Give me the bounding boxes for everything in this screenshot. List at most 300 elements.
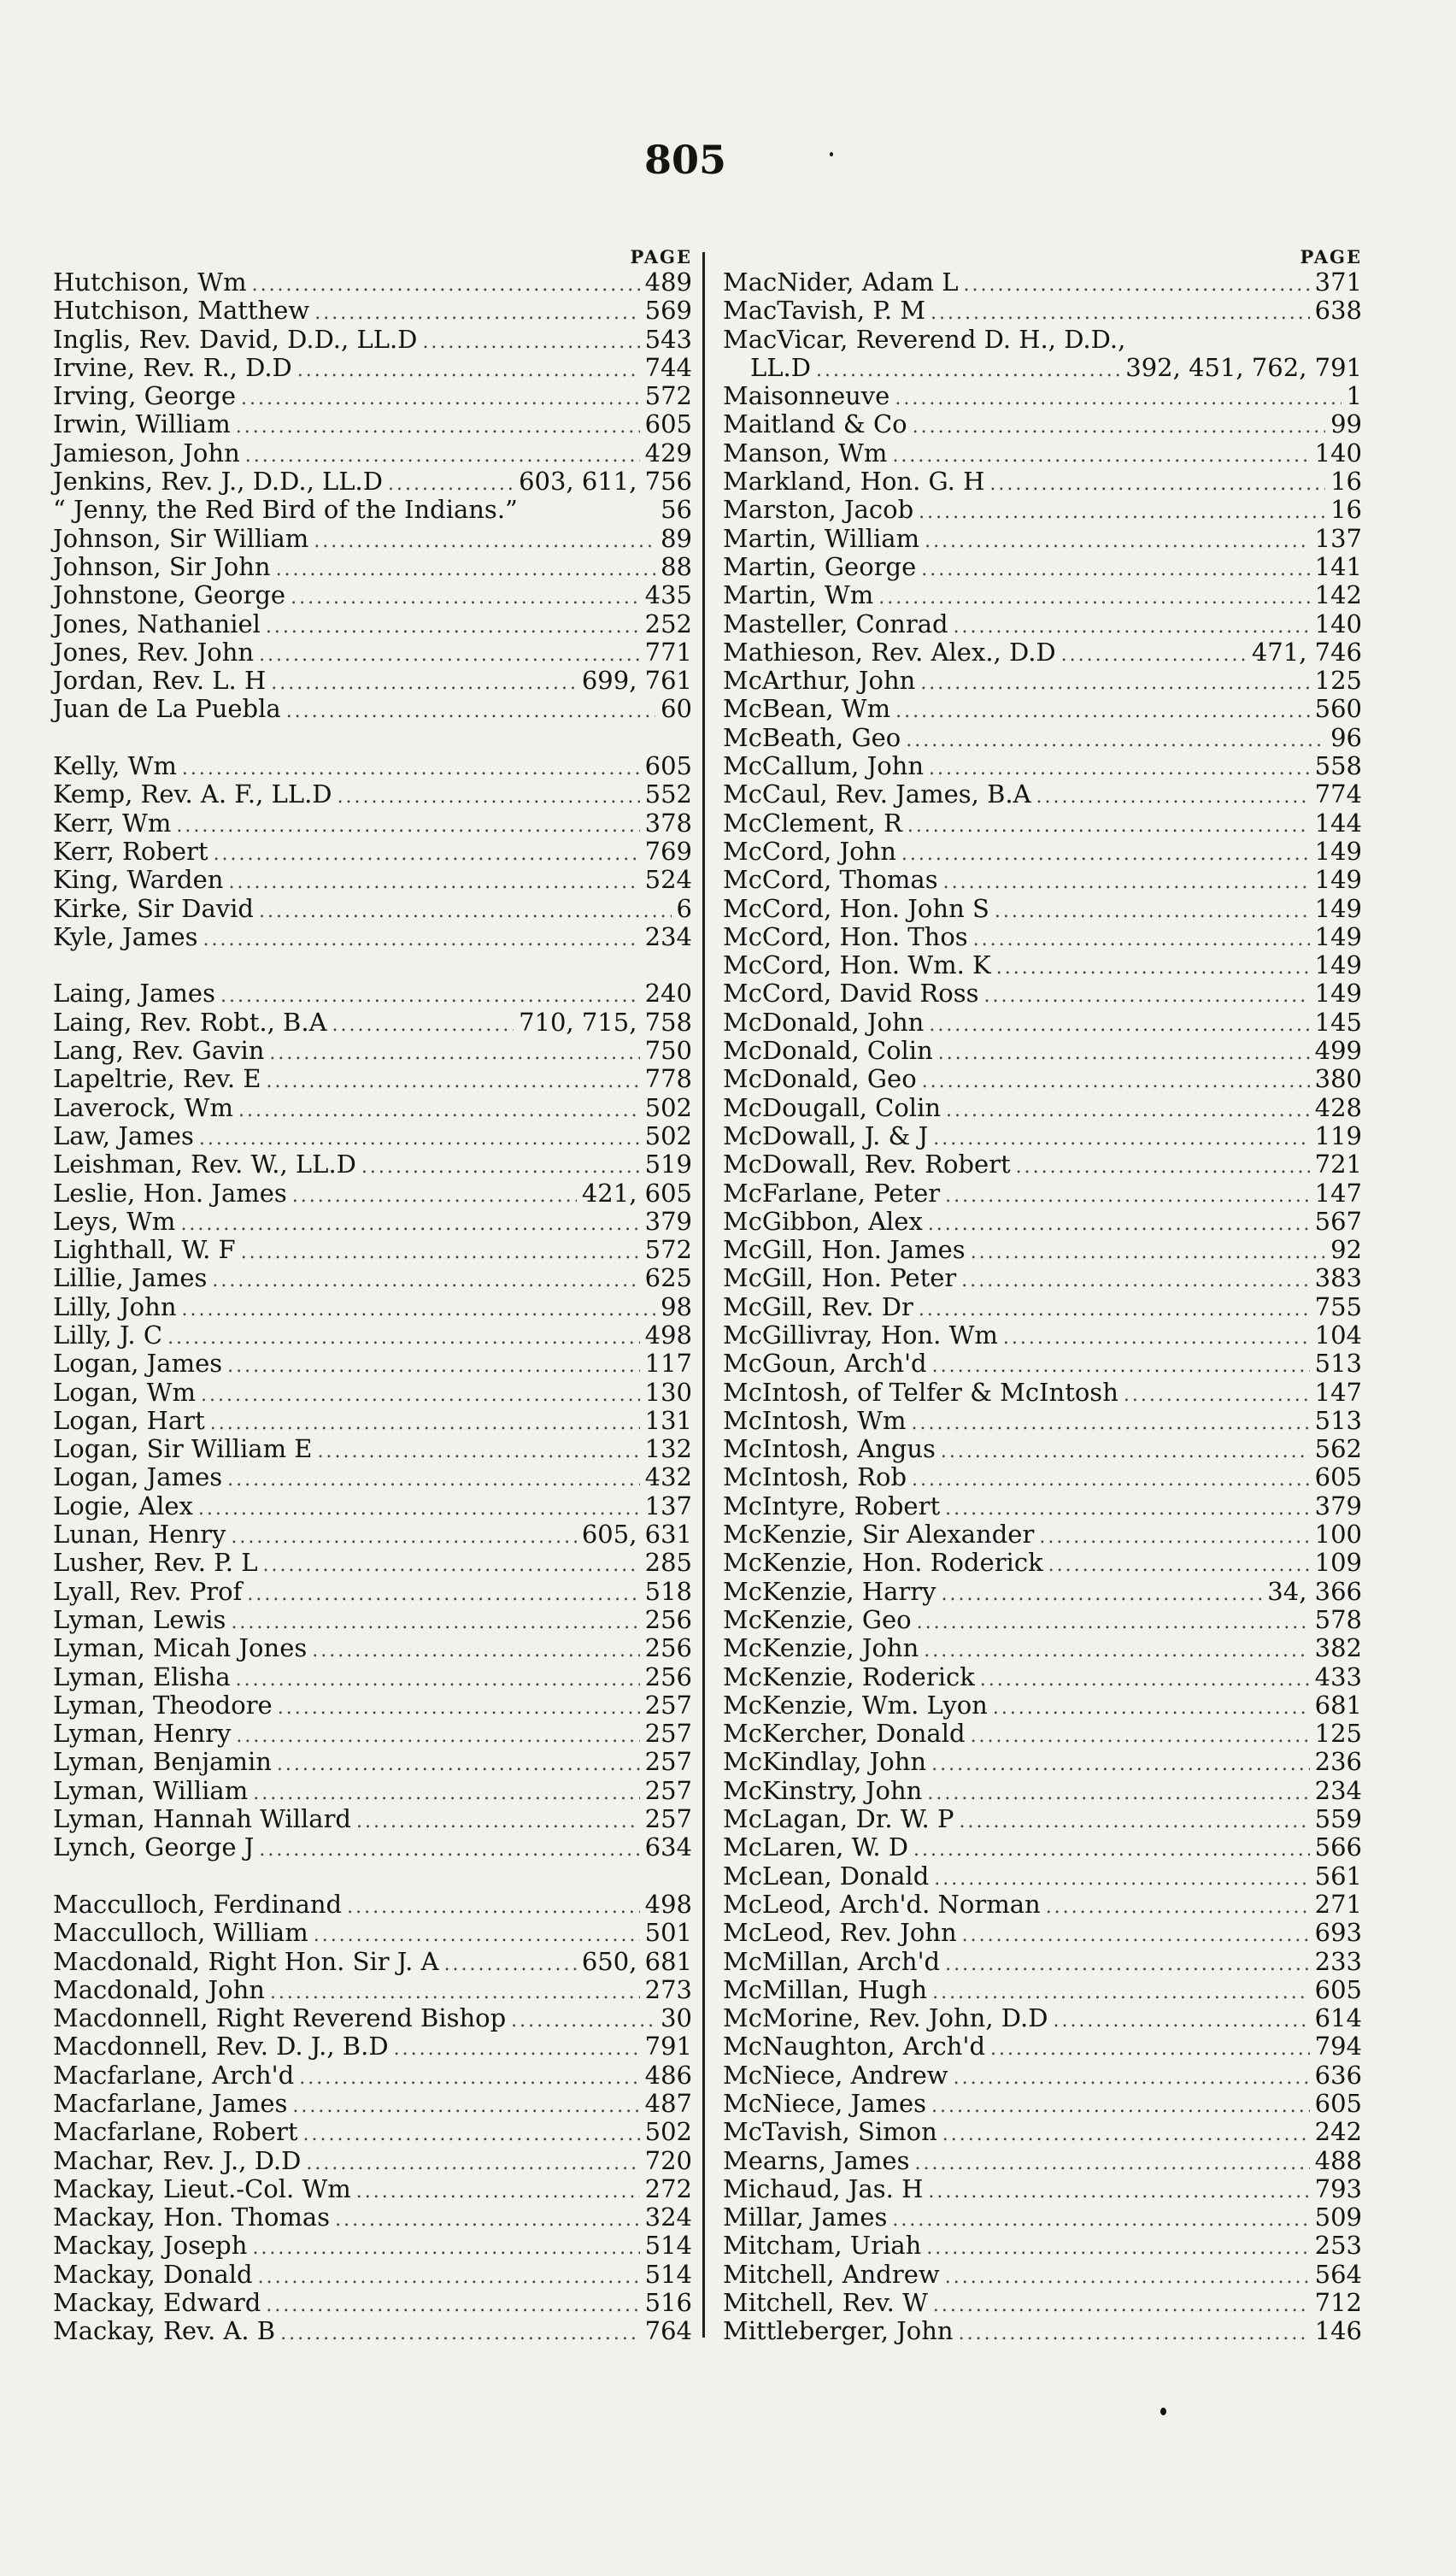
entry-name: Kelly, Wm [53, 751, 177, 781]
entry-pages: 256 [644, 1604, 692, 1634]
dot-leader [258, 2263, 640, 2291]
dot-leader [277, 1750, 640, 1779]
index-entry [53, 1948, 692, 1976]
entry-pages: 256 [644, 1661, 692, 1691]
dot-leader [917, 1609, 1310, 1637]
entry-name: Jenkins, Rev. J., D.D., LL.D [53, 467, 384, 497]
entry-pages: 131 [644, 1405, 692, 1435]
entry-pages: 16 [1330, 467, 1362, 497]
entry-name: Logan, Hart [53, 1405, 205, 1435]
dot-leader [236, 1666, 640, 1694]
dot-leader [892, 442, 1309, 470]
entry-pages: 559 [1314, 1804, 1362, 1834]
entry-name: McCallum, John [723, 751, 925, 781]
index-entry [723, 2118, 1362, 2146]
entry-name: LL.D [750, 352, 811, 382]
entry-pages: 681 [1314, 1690, 1362, 1720]
dot-leader [942, 1580, 1263, 1609]
dot-leader [227, 1466, 639, 1494]
entry-pages: 432 [644, 1462, 692, 1492]
entry-name: Irwin, William [53, 409, 231, 439]
index-entry [53, 695, 692, 723]
entry-name: Irving, George [53, 381, 237, 411]
entry-name: McKercher, Donald [723, 1719, 966, 1749]
index-entry [723, 695, 1362, 723]
entry-pages: 99 [1330, 409, 1362, 439]
entry-name: Macculloch, William [53, 1918, 308, 1948]
entry-name: McKenzie, John [723, 1633, 919, 1663]
entry-pages: 721 [1314, 1150, 1362, 1179]
entry-pages: 569 [644, 296, 692, 326]
index-entry [53, 1122, 692, 1150]
dot-leader [227, 1352, 639, 1380]
entry-pages: 234 [1314, 1775, 1362, 1805]
dot-leader [993, 1694, 1310, 1722]
dot-leader [919, 498, 1325, 526]
entry-pages: 634 [644, 1832, 692, 1862]
dot-leader [925, 527, 1310, 556]
index-entry [53, 2032, 692, 2061]
entry-pages: 498 [644, 1320, 692, 1350]
index-entry [53, 525, 692, 553]
entry-pages: 30 [660, 2003, 692, 2033]
index-entry [723, 1578, 1362, 1606]
dot-leader [919, 1296, 1310, 1324]
entry-name: “ Jenny, the Red Bird of the Indians.” [53, 495, 518, 525]
dot-leader [297, 356, 640, 385]
index-entry [53, 382, 692, 410]
entry-name: Lapeltrie, Rev. E [53, 1064, 261, 1094]
entry-pages: 285 [644, 1548, 692, 1578]
entry-pages: 380 [1314, 1064, 1362, 1094]
entry-pages: 92 [1330, 1235, 1362, 1265]
dot-leader [241, 1238, 640, 1267]
index-entry [53, 638, 692, 667]
entry-pages: 513 [1314, 1405, 1362, 1435]
entry-name: Machar, Rev. J., D.D [53, 2145, 302, 2175]
entry-name: Masteller, Conrad [723, 609, 948, 638]
index-entry [53, 1578, 692, 1606]
entry-pages: 257 [644, 1804, 692, 1834]
page-column-header: PAGE [1300, 246, 1362, 268]
dot-leader [291, 584, 640, 612]
dot-leader [212, 1267, 639, 1295]
entry-name: Jones, Nathaniel [53, 609, 261, 638]
dot-leader [388, 470, 514, 498]
entry-pages: 519 [644, 1150, 692, 1179]
entry-name: Macdonnell, Right Reverend Bishop [53, 2003, 507, 2033]
dot-leader [932, 1352, 1310, 1380]
entry-name: Lyman, Hannah Willard [53, 1804, 351, 1834]
entry-name: Lyman, Henry [53, 1719, 232, 1749]
index-entry [723, 1919, 1362, 1947]
dot-leader [182, 1296, 656, 1324]
dot-leader [270, 1979, 640, 2007]
dot-leader [317, 1438, 639, 1466]
dot-leader [278, 1694, 640, 1722]
index-entry [723, 1748, 1362, 1776]
dot-leader [292, 2092, 639, 2120]
index-entry [723, 1634, 1362, 1662]
index-entry [723, 1691, 1362, 1720]
index-entry [723, 439, 1362, 468]
dot-leader [271, 669, 577, 697]
entry-name: Johnson, Sir William [53, 523, 309, 553]
entry-name: McCord, Hon. Thos [723, 921, 968, 951]
entry-name: McCord, Hon. Wm. K [723, 950, 991, 980]
entry-name: McIntosh, Angus [723, 1434, 936, 1464]
dot-leader [167, 1324, 640, 1352]
dot-leader [259, 1836, 639, 1864]
entry-name: McNaughton, Arch'd [723, 2032, 986, 2061]
entry-name: Hutchison, Matthew [53, 296, 310, 326]
dot-leader [980, 1666, 1310, 1694]
dot-leader [1016, 1153, 1310, 1181]
dot-leader [314, 527, 655, 556]
index-entry [53, 752, 692, 780]
index-entry [53, 780, 692, 809]
dot-leader [945, 1182, 1310, 1210]
index-entry [53, 2289, 692, 2317]
entry-name: Kemp, Rev. A. F., LL.D [53, 779, 332, 809]
entry-name: Lyall, Rev. Prof [53, 1576, 243, 1606]
entry-pages: 132 [644, 1434, 692, 1464]
dot-leader [269, 1039, 639, 1067]
entry-pages: 119 [1314, 1120, 1362, 1150]
entry-pages: 272 [644, 2173, 692, 2203]
index-entry [53, 1264, 692, 1292]
index-entry [53, 838, 692, 866]
index-entry [723, 1976, 1362, 2004]
dot-leader [954, 613, 1310, 641]
entry-pages: 499 [1314, 1036, 1362, 1066]
dot-leader [1053, 2007, 1309, 2035]
entry-name: McGillivray, Hon. Wm [723, 1320, 998, 1350]
dot-leader [356, 2178, 640, 2206]
entry-name: Lyman, Theodore [53, 1690, 273, 1720]
dot-leader [1061, 641, 1247, 669]
entry-pages: 252 [644, 609, 692, 638]
dot-leader [959, 2320, 1310, 2348]
dot-leader [231, 1523, 576, 1551]
entry-pages: 1 [1346, 381, 1362, 411]
dot-leader [878, 584, 1309, 612]
entry-name: McLean, Donald [723, 1861, 930, 1891]
index-entry [723, 268, 1362, 297]
entry-name: McCord, John [723, 836, 896, 866]
entry-pages: 379 [1314, 1491, 1362, 1520]
dot-leader [954, 2064, 1310, 2092]
entry-pages: 34, 366 [1267, 1576, 1362, 1606]
index-entry [723, 1407, 1362, 1435]
index-entry [723, 326, 1362, 354]
dot-leader [180, 1210, 639, 1238]
entry-pages: 234 [644, 921, 692, 951]
entry-pages: 89 [660, 523, 692, 553]
index-entry [723, 1293, 1362, 1321]
dot-leader [299, 2064, 639, 2092]
index-entry [53, 1976, 692, 2004]
entry-name: McNiece, James [723, 2089, 927, 2118]
entry-name: Leslie, Hon. James [53, 1178, 287, 1208]
entry-pages: 605 [1314, 1462, 1362, 1492]
index-entry [723, 1663, 1362, 1691]
entry-name: Markland, Hon. G. H [723, 467, 985, 497]
index-entry [723, 1208, 1362, 1236]
entry-name: Lang, Rev. Gavin [53, 1036, 265, 1066]
entry-pages: 614 [1314, 2003, 1362, 2033]
entry-pages: 720 [644, 2145, 692, 2175]
index-column-left [53, 246, 692, 2346]
index-entry [53, 2147, 692, 2175]
index-entry [53, 1179, 692, 1208]
entry-name: McGibbon, Alex [723, 1206, 923, 1236]
index-entry [53, 1208, 692, 1236]
index-entry [723, 2232, 1362, 2260]
entry-name: Logan, James [53, 1349, 223, 1379]
index-entry [53, 979, 692, 1008]
index-entry [723, 354, 1362, 382]
entry-pages: 271 [1314, 1889, 1362, 1919]
entry-name: Michaud, Jas. H [723, 2173, 924, 2203]
entry-name: McGill, Hon. Peter [723, 1263, 957, 1293]
index-entry [723, 809, 1362, 838]
letter-group-gap [53, 724, 692, 752]
index-entry [723, 780, 1362, 809]
dot-leader [266, 2291, 639, 2320]
index-entry [53, 2090, 692, 2118]
dot-leader [996, 954, 1310, 982]
entry-name: McDougall, Colin [723, 1092, 942, 1122]
dot-leader [927, 1779, 1309, 1808]
index-entry [723, 2090, 1362, 2118]
entry-name: Logan, James [53, 1462, 223, 1492]
index-entry [723, 724, 1362, 752]
dot-leader [931, 1750, 1310, 1779]
dot-leader [347, 1893, 640, 1921]
entry-pages: 98 [660, 1291, 692, 1321]
dot-leader [933, 1125, 1309, 1153]
entry-pages: 242 [1314, 2117, 1362, 2147]
entry-pages: 371 [1314, 268, 1362, 297]
dot-leader [1046, 1893, 1310, 1921]
entry-name: Lynch, George J [53, 1832, 255, 1862]
entry-name: Juan de La Puebla [53, 694, 281, 724]
entry-name: Martin, Wm [723, 580, 874, 610]
entry-name: McIntyre, Robert [723, 1491, 941, 1520]
entry-name: Lunan, Henry [53, 1520, 226, 1550]
entry-pages: 147 [1314, 1377, 1362, 1407]
entry-pages: 625 [644, 1263, 692, 1293]
entry-pages: 486 [644, 2060, 692, 2090]
entry-name: Macculloch, Ferdinand [53, 1889, 343, 1919]
entry-name: Mitchell, Rev. W [723, 2288, 928, 2318]
dot-leader [292, 1182, 577, 1210]
entry-pages: 137 [644, 1491, 692, 1520]
index-entry [723, 1264, 1362, 1292]
entry-pages: 6 [676, 893, 692, 923]
index-entry [723, 496, 1362, 524]
dot-leader [942, 2120, 1310, 2149]
entry-pages: 605 [644, 409, 692, 439]
entry-name: McCord, Thomas [723, 865, 938, 895]
index-entry [723, 2317, 1362, 2345]
dot-leader [945, 1950, 1310, 1979]
entry-pages: 712 [1314, 2288, 1362, 2318]
dot-leader [995, 897, 1310, 926]
index-entry [723, 1037, 1362, 1065]
index-entry [723, 752, 1362, 780]
entry-pages: 710, 715, 758 [519, 1007, 692, 1037]
index-entry [723, 1009, 1362, 1037]
entry-pages: 257 [644, 1690, 692, 1720]
entry-pages: 147 [1314, 1178, 1362, 1208]
entry-name: Leishman, Rev. W., LL.D [53, 1150, 356, 1179]
entry-pages: 566 [1314, 1832, 1362, 1862]
entry-pages: 257 [644, 1747, 692, 1777]
entry-pages: 502 [644, 1092, 692, 1122]
index-entry [53, 923, 692, 951]
index-entry [723, 410, 1362, 438]
entry-name: McArthur, John [723, 666, 916, 696]
entry-pages: 502 [644, 2117, 692, 2147]
entry-name: McKenzie, Hon. Roderick [723, 1548, 1043, 1578]
entry-list [723, 268, 1362, 2346]
entry-pages: 605 [1314, 1974, 1362, 2004]
entry-pages: 16 [1330, 495, 1362, 525]
index-entry [53, 1919, 692, 1947]
index-entry [53, 1691, 692, 1720]
index-entry [723, 1862, 1362, 1891]
entry-name: McDowall, Rev. Robert [723, 1150, 1011, 1179]
entry-pages: 149 [1314, 865, 1362, 895]
dot-leader [913, 413, 1325, 441]
entry-name: Inglis, Rev. David, D.D., LL.D [53, 324, 418, 354]
index-entry [723, 2032, 1362, 2061]
entry-pages: 142 [1314, 580, 1362, 610]
index-entry [53, 2061, 692, 2090]
dot-leader [928, 1210, 1310, 1238]
entry-name: McGill, Rev. Dr [723, 1291, 913, 1321]
entry-pages: 693 [1314, 1918, 1362, 1948]
entry-name: Law, James [53, 1120, 194, 1150]
entry-name: Lyman, Micah Jones [53, 1633, 308, 1663]
entry-name: Mitcham, Uriah [723, 2231, 922, 2261]
entry-pages: 392, 451, 762, 791 [1125, 352, 1362, 382]
entry-pages: 382 [1314, 1633, 1362, 1663]
entry-name: Mackay, Donald [53, 2259, 253, 2289]
entry-name: Mackay, Rev. A. B [53, 2316, 276, 2346]
index-entry [53, 268, 692, 297]
entry-pages: 379 [644, 1206, 692, 1236]
entry-name: Macdonald, John [53, 1974, 265, 2004]
entry-pages: 552 [644, 779, 692, 809]
entry-pages: 502 [644, 1120, 692, 1150]
entry-pages: 130 [644, 1377, 692, 1407]
dot-leader [1048, 1551, 1310, 1579]
entry-name: Laing, Rev. Robt., B.A [53, 1007, 327, 1037]
entry-name: Lilly, J. C [53, 1320, 163, 1350]
dot-leader [303, 2120, 640, 2149]
entry-name: Mackay, Edward [53, 2288, 261, 2318]
entry-name: McLaren, W. D [723, 1832, 909, 1862]
dot-leader [932, 1979, 1310, 2007]
dot-leader [901, 840, 1310, 868]
dot-leader [252, 271, 640, 299]
index-entry [53, 1748, 692, 1776]
dot-leader [928, 2178, 1309, 2206]
entry-name: McKenzie, Roderick [723, 1661, 975, 1691]
entry-name: McMillan, Arch'd [723, 1946, 941, 1976]
index-entry [723, 895, 1362, 923]
entry-pages: 141 [1314, 551, 1362, 581]
index-entry [723, 297, 1362, 325]
dot-leader [934, 1865, 1309, 1893]
entry-name: Mitchell, Andrew [723, 2259, 940, 2289]
entry-name: McMillan, Hugh [723, 1974, 928, 2004]
entry-pages: 543 [644, 324, 692, 354]
index-entry [53, 610, 692, 638]
dot-leader [210, 1409, 640, 1438]
entry-name: Lillie, James [53, 1263, 208, 1293]
entry-name: McCord, Hon. John S [723, 893, 989, 923]
index-entry [53, 866, 692, 894]
index-entry [723, 1891, 1362, 1919]
entry-name: McBeath, Geo [723, 722, 901, 752]
index-entry [723, 1549, 1362, 1577]
dot-leader [924, 1637, 1309, 1665]
index-entry [53, 326, 692, 354]
entry-name: King, Warden [53, 865, 224, 895]
index-entry [53, 1407, 692, 1435]
entry-name: McCord, David Ross [723, 979, 979, 1009]
dot-leader [511, 2007, 655, 2035]
entry-name: Martin, George [723, 551, 917, 581]
entry-pages: 421, 605 [581, 1178, 692, 1208]
index-entry [723, 1805, 1362, 1833]
entry-pages: 793 [1314, 2173, 1362, 2203]
dot-leader [1124, 1381, 1310, 1409]
entry-pages: 524 [644, 865, 692, 895]
index-entry [723, 2289, 1362, 2317]
entry-name: Kirke, Sir David [53, 893, 254, 923]
entry-pages: 636 [1314, 2060, 1362, 2090]
dot-leader [990, 2035, 1310, 2063]
entry-pages: 791 [644, 2032, 692, 2061]
entry-name: McTavish, Simon [723, 2117, 937, 2147]
entry-pages: 433 [1314, 1661, 1362, 1691]
index-entry [53, 439, 692, 468]
dot-leader [1003, 1324, 1310, 1352]
index-entry [723, 2061, 1362, 2090]
dot-leader [236, 1722, 639, 1750]
entry-name: McKinstry, John [723, 1775, 923, 1805]
index-entry [53, 1037, 692, 1065]
dot-leader [276, 556, 656, 584]
dot-leader [199, 1125, 640, 1153]
dot-leader [286, 697, 655, 726]
dot-leader [989, 470, 1325, 498]
index-entry [723, 1492, 1362, 1520]
index-entry [53, 1720, 692, 1748]
dot-leader [913, 1836, 1310, 1864]
entry-pages: 146 [1314, 2316, 1362, 2346]
index-entry [53, 553, 692, 581]
entry-name: McDowall, J. & J [723, 1120, 929, 1150]
index-entry [53, 2232, 692, 2260]
index-entry [723, 2175, 1362, 2203]
index-entry [723, 1435, 1362, 1463]
